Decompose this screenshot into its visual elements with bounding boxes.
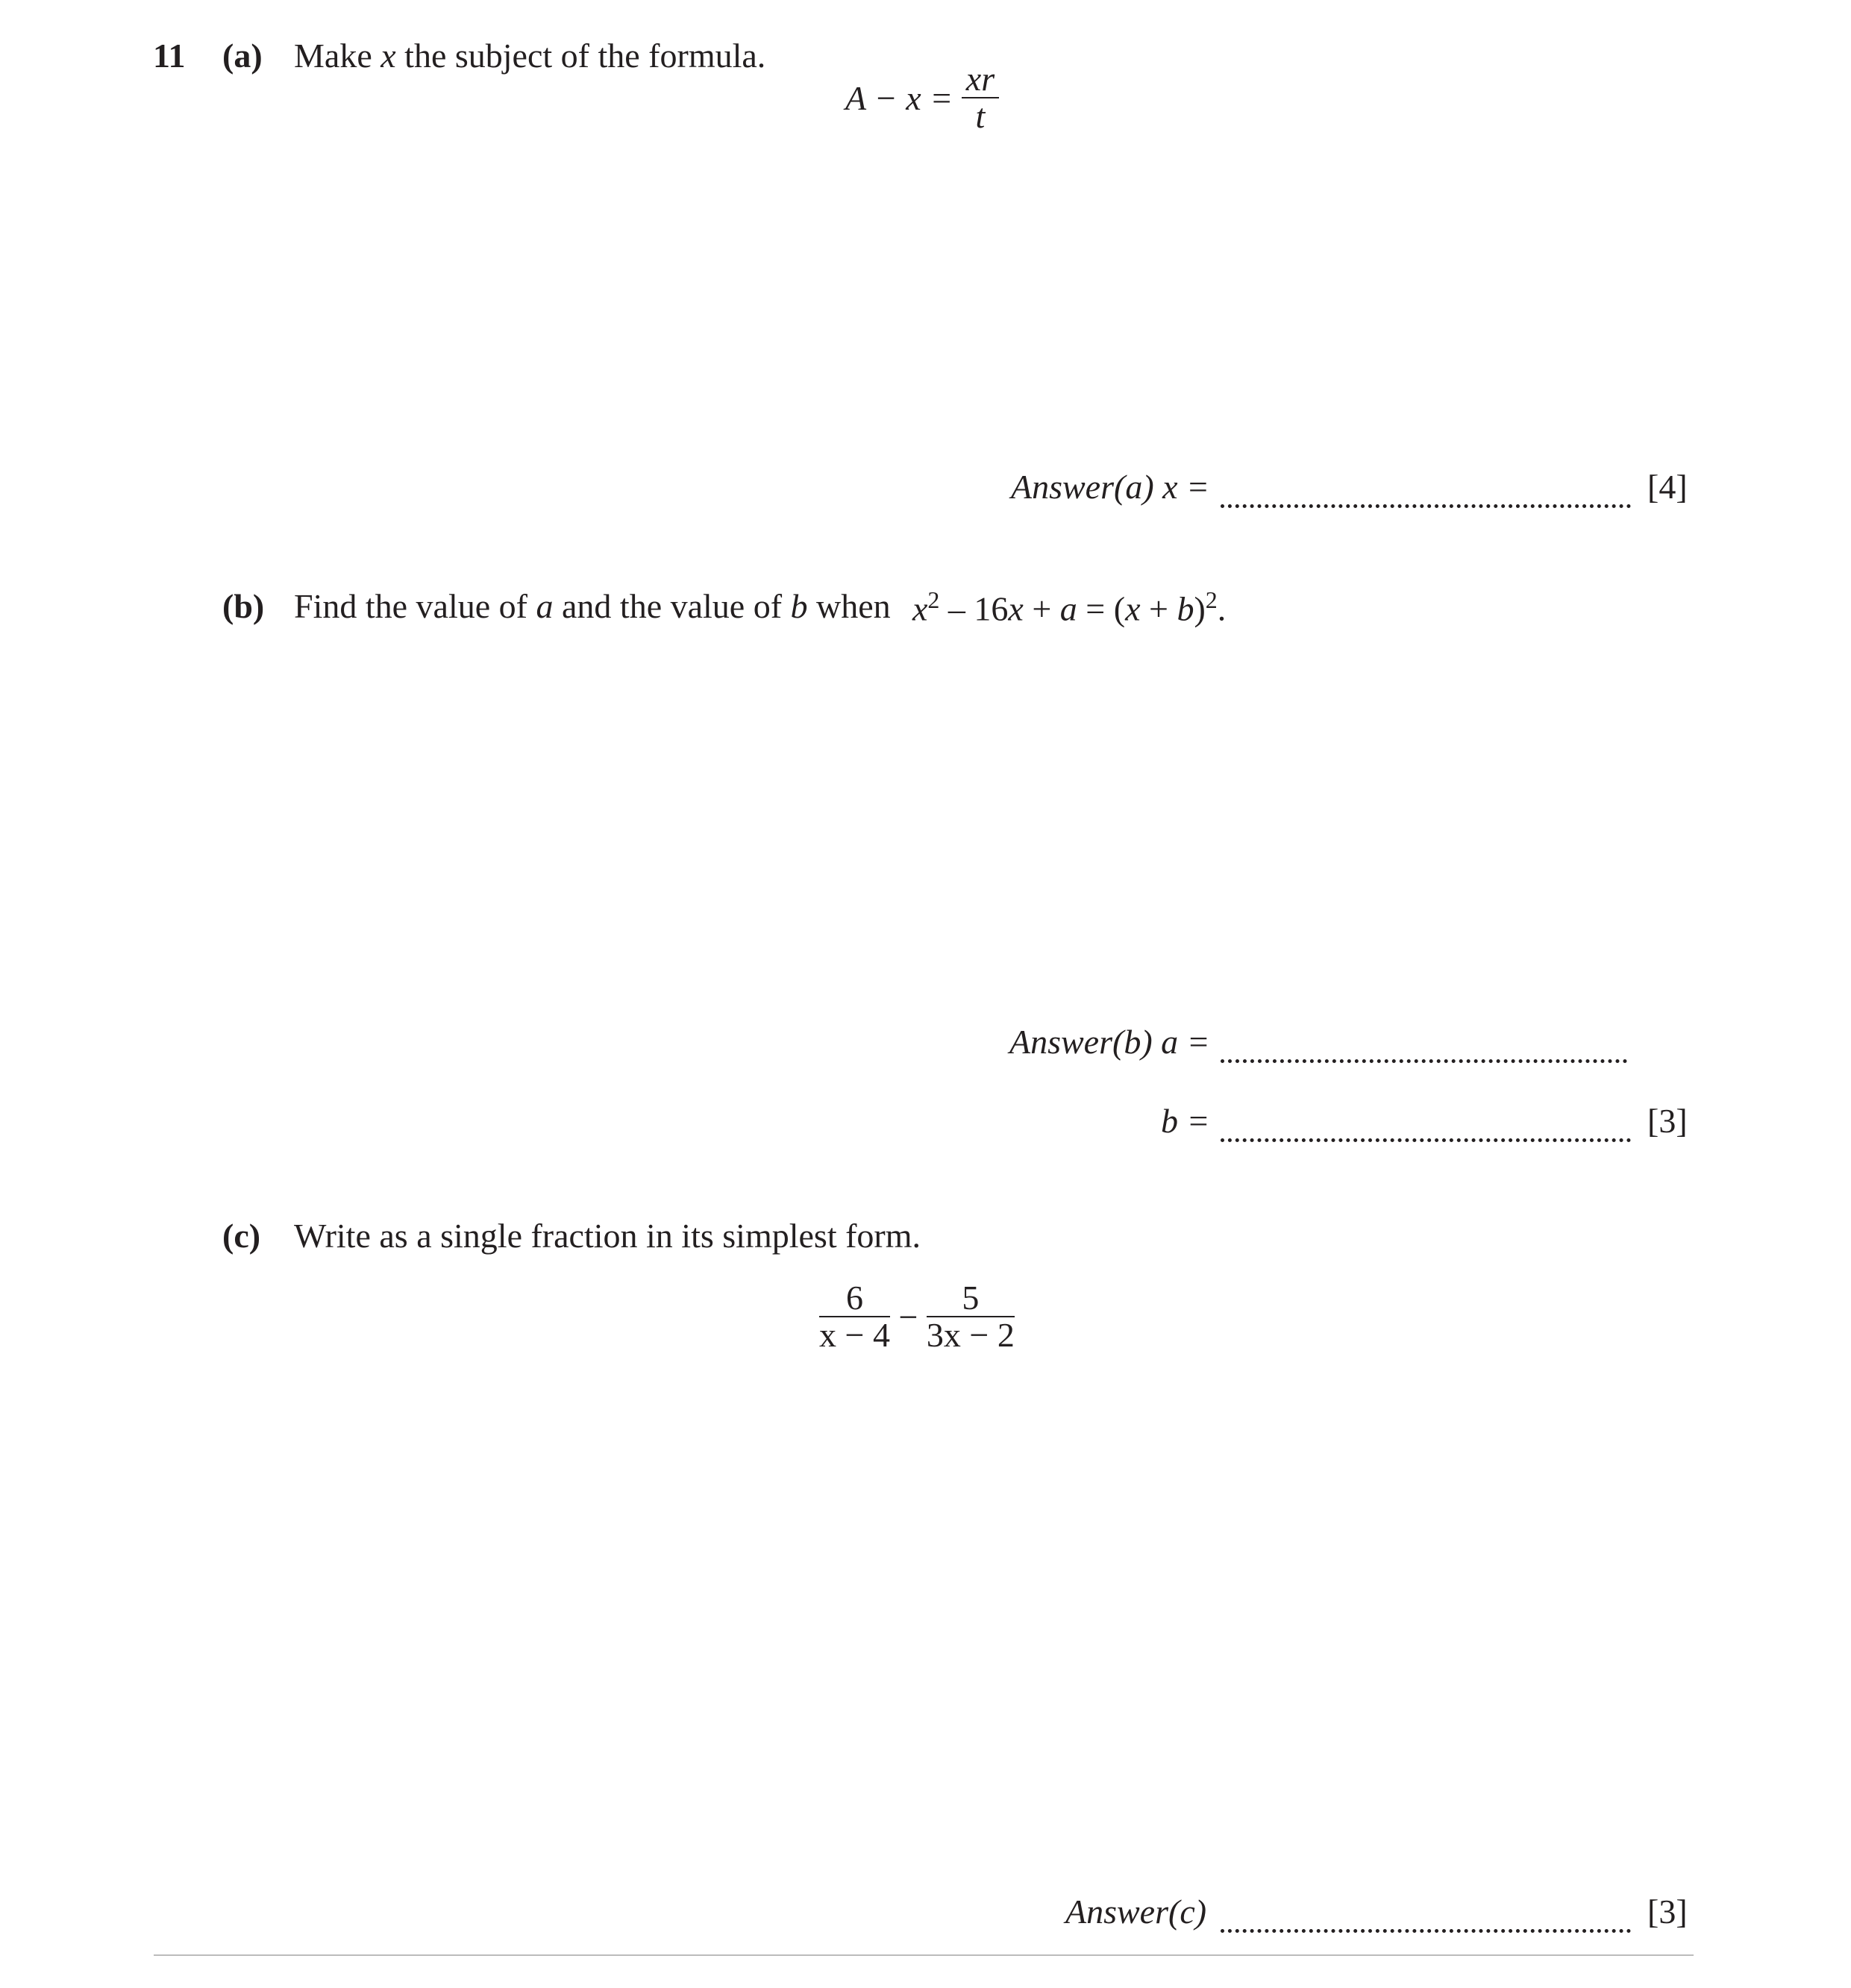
answer-b-a-label: Answer(b) a =	[1009, 1023, 1210, 1061]
fraction-1	[819, 1280, 890, 1354]
answer-c-label: Answer(c)	[1065, 1893, 1207, 1931]
minus-operator: −	[898, 1297, 918, 1336]
answer-b-b-label: b =	[1161, 1102, 1210, 1140]
marks-c: [3]	[1647, 1893, 1688, 1931]
formula-lhs: A − x =	[845, 78, 953, 117]
marks-a: [4]	[1647, 468, 1688, 506]
answer-c-field[interactable]	[1221, 1923, 1631, 1937]
formula-fraction	[962, 61, 999, 135]
fraction-2-denominator: 3x − 2	[926, 1316, 1015, 1355]
marks-b: [3]	[1647, 1102, 1688, 1140]
formula-denominator: t	[975, 97, 986, 136]
fraction-1-numerator: 6	[819, 1280, 890, 1317]
answer-b-b-field[interactable]	[1221, 1132, 1631, 1146]
part-c-label: (c)	[222, 1217, 261, 1255]
bottom-divider	[154, 1954, 1694, 1956]
part-b-text: Find the value of a and the value of b when	[294, 587, 891, 625]
fraction-2	[927, 1280, 1015, 1354]
answer-a-field[interactable]	[1221, 498, 1631, 512]
answer-a-label: Answer(a) x =	[1011, 468, 1210, 506]
part-a-text: Make x the subject of the formula.	[294, 37, 766, 75]
part-c-expression	[819, 1280, 1015, 1354]
part-a-label: (a)	[222, 37, 263, 75]
part-b-label: (b)	[222, 587, 265, 625]
answer-a-line[interactable]	[1011, 467, 1209, 507]
answer-b-a-field[interactable]	[1221, 1053, 1627, 1067]
answer-b-b-line[interactable]	[1161, 1101, 1210, 1141]
answer-b-a-line[interactable]	[1009, 1022, 1210, 1062]
part-b-equation: $x^2 - 16x + a = (x + b)^2$.	[912, 586, 1227, 628]
question-number: 11	[153, 37, 186, 75]
part-a-formula	[845, 61, 999, 135]
formula-numerator: xr	[962, 61, 999, 98]
answer-c-line[interactable]	[1065, 1892, 1206, 1931]
part-c-text: Write as a single fraction in its simplest form.	[294, 1217, 921, 1255]
fraction-1-denominator: x − 4	[819, 1316, 890, 1355]
fraction-2-numerator: 5	[927, 1280, 1015, 1317]
